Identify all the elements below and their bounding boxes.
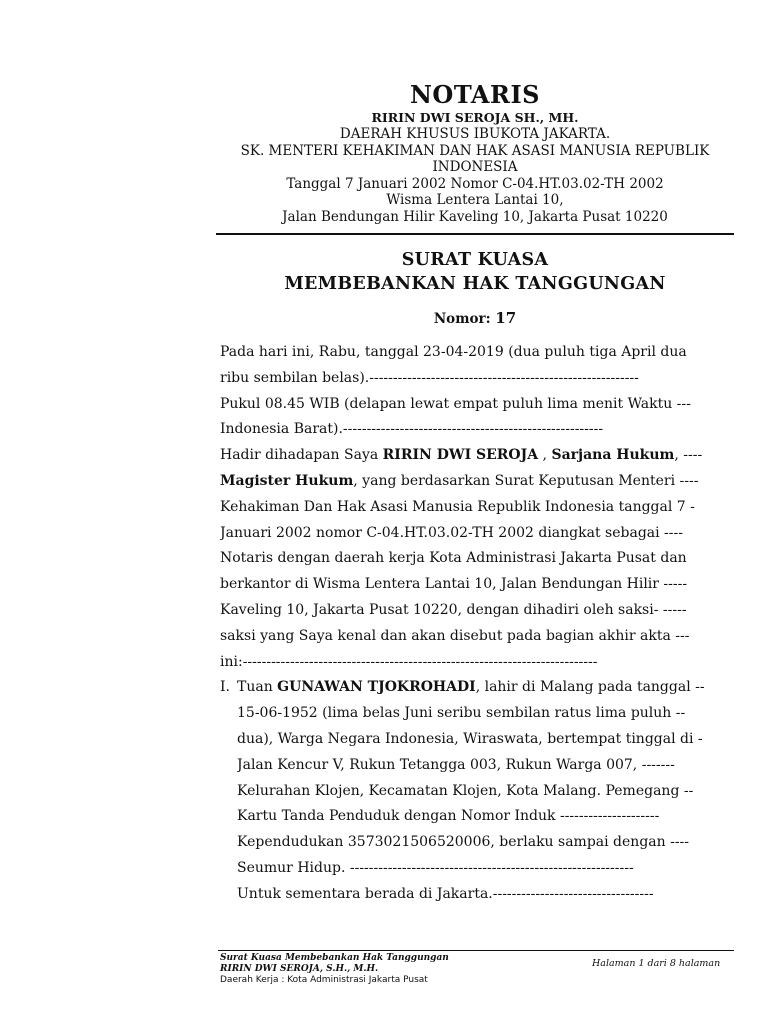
sk-date-line: Tanggal 7 Januari 2002 Nomor C-04.HT.03.02-TH 2002 bbox=[286, 175, 664, 192]
body-line: ini:--------------------------------------------------------------------------- bbox=[220, 653, 598, 670]
party-name-bold: GUNAWAN TJOKROHADI bbox=[277, 679, 476, 696]
page-number: Halaman 1 dari 8 halaman bbox=[592, 958, 721, 969]
body-text: Hadir dihadapan Saya bbox=[220, 447, 383, 464]
body-line: Notaris dengan daerah kerja Kota Administrasi Jakarta Pusat dan bbox=[220, 550, 687, 567]
body-line bbox=[220, 443, 740, 469]
letterhead bbox=[216, 80, 734, 225]
letterhead-title: NOTARIS bbox=[409, 80, 540, 109]
body-line: Januari 2002 nomor C-04.HT.03.02-TH 2002 diangkat sebagai ---- bbox=[220, 524, 683, 541]
body-text: , ---- bbox=[674, 447, 703, 464]
body-line bbox=[220, 469, 740, 495]
body-text: , bbox=[538, 447, 552, 464]
degree-bold: Magister Hukum bbox=[220, 472, 354, 489]
document-title-line-2: MEMBEBANKAN HAK TANGGUNGAN bbox=[284, 274, 666, 294]
footer-divider bbox=[218, 950, 734, 951]
degree-bold: Sarjana Hukum bbox=[551, 447, 675, 464]
body-line: saksi yang Saya kenal dan akan disebut pada bagian akhir akta --- bbox=[220, 627, 690, 644]
party-line: Kartu Tanda Penduduk dengan Nomor Induk --------------------- bbox=[237, 808, 660, 825]
sk-line-1: SK. MENTERI KEHAKIMAN DAN HAK ASASI MANUSIA REPUBLIK bbox=[240, 142, 710, 159]
document-number-label: Nomor: bbox=[433, 311, 491, 327]
address-line-1: Wisma Lentera Lantai 10, bbox=[386, 192, 564, 208]
party-item bbox=[220, 675, 740, 907]
address-line-2: Jalan Bendungan Hilir Kaveling 10, Jakarta Pusat 10220 bbox=[282, 208, 668, 225]
document-title-line-1: SURAT KUASA bbox=[401, 250, 549, 270]
party-line: Untuk sementara berada di Jakarta.---------------------------------- bbox=[237, 885, 654, 902]
letterhead-divider bbox=[216, 233, 734, 235]
party-line: Seumur Hidup. ------------------------------------------------------------ bbox=[237, 859, 634, 876]
document-body bbox=[220, 340, 740, 908]
footer-area: Daerah Kerja : Kota Administrasi Jakarta Pusat bbox=[220, 975, 428, 985]
body-text: Tuan bbox=[237, 679, 278, 696]
party-line: Kelurahan Klojen, Kecamatan Klojen, Kota Malang. Pemegang -- bbox=[237, 782, 694, 799]
party-line: 15-06-1952 (lima belas Juni seribu sembilan ratus lima puluh -- bbox=[237, 705, 686, 722]
body-text: , lahir di Malang pada tanggal -- bbox=[475, 679, 705, 696]
footer-info bbox=[220, 953, 449, 986]
body-line: Indonesia Barat).------------------------------------------------------- bbox=[220, 421, 604, 438]
party-line: Jalan Kencur V, Rukun Tetangga 003, Rukun Warga 007, ------- bbox=[237, 756, 675, 773]
body-line: Kehakiman Dan Hak Asasi Manusia Republik Indonesia tanggal 7 - bbox=[220, 498, 695, 515]
notary-name-bold: RIRIN DWI SEROJA bbox=[382, 447, 539, 464]
document-number-value: 17 bbox=[495, 309, 517, 327]
footer-notary: RIRIN DWI SEROJA, S.H., M.H. bbox=[220, 964, 379, 974]
party-line bbox=[237, 675, 740, 701]
body-line: Kaveling 10, Jakarta Pusat 10220, dengan dihadiri oleh saksi- ----- bbox=[220, 601, 687, 618]
document-title bbox=[216, 248, 734, 296]
body-line: berkantor di Wisma Lentera Lantai 10, Jalan Bendungan Hilir ----- bbox=[220, 576, 688, 593]
party-marker: I. bbox=[220, 679, 230, 696]
party-line: dua), Warga Negara Indonesia, Wiraswata, bertempat tinggal di - bbox=[237, 730, 703, 747]
document-number bbox=[216, 309, 734, 327]
body-line: Pukul 08.45 WIB (delapan lewat empat puluh lima menit Waktu --- bbox=[220, 395, 691, 412]
region-line: DAERAH KHUSUS IBUKOTA JAKARTA. bbox=[339, 126, 611, 142]
party-line: Kependudukan 3573021506520006, berlaku sampai dengan ---- bbox=[237, 834, 690, 851]
sk-line-2: INDONESIA bbox=[432, 159, 518, 175]
body-text: , yang berdasarkan Surat Keputusan Menteri ---- bbox=[353, 472, 699, 489]
notary-name: RIRIN DWI SEROJA SH., MH. bbox=[371, 110, 579, 125]
footer-doc-name: Surat Kuasa Membebankan Hak Tanggungan bbox=[220, 953, 449, 963]
body-line: Pada hari ini, Rabu, tanggal 23-04-2019 (dua puluh tiga April dua bbox=[220, 344, 687, 360]
body-line: ribu sembilan belas).--------------------------------------------------------- bbox=[220, 369, 639, 386]
